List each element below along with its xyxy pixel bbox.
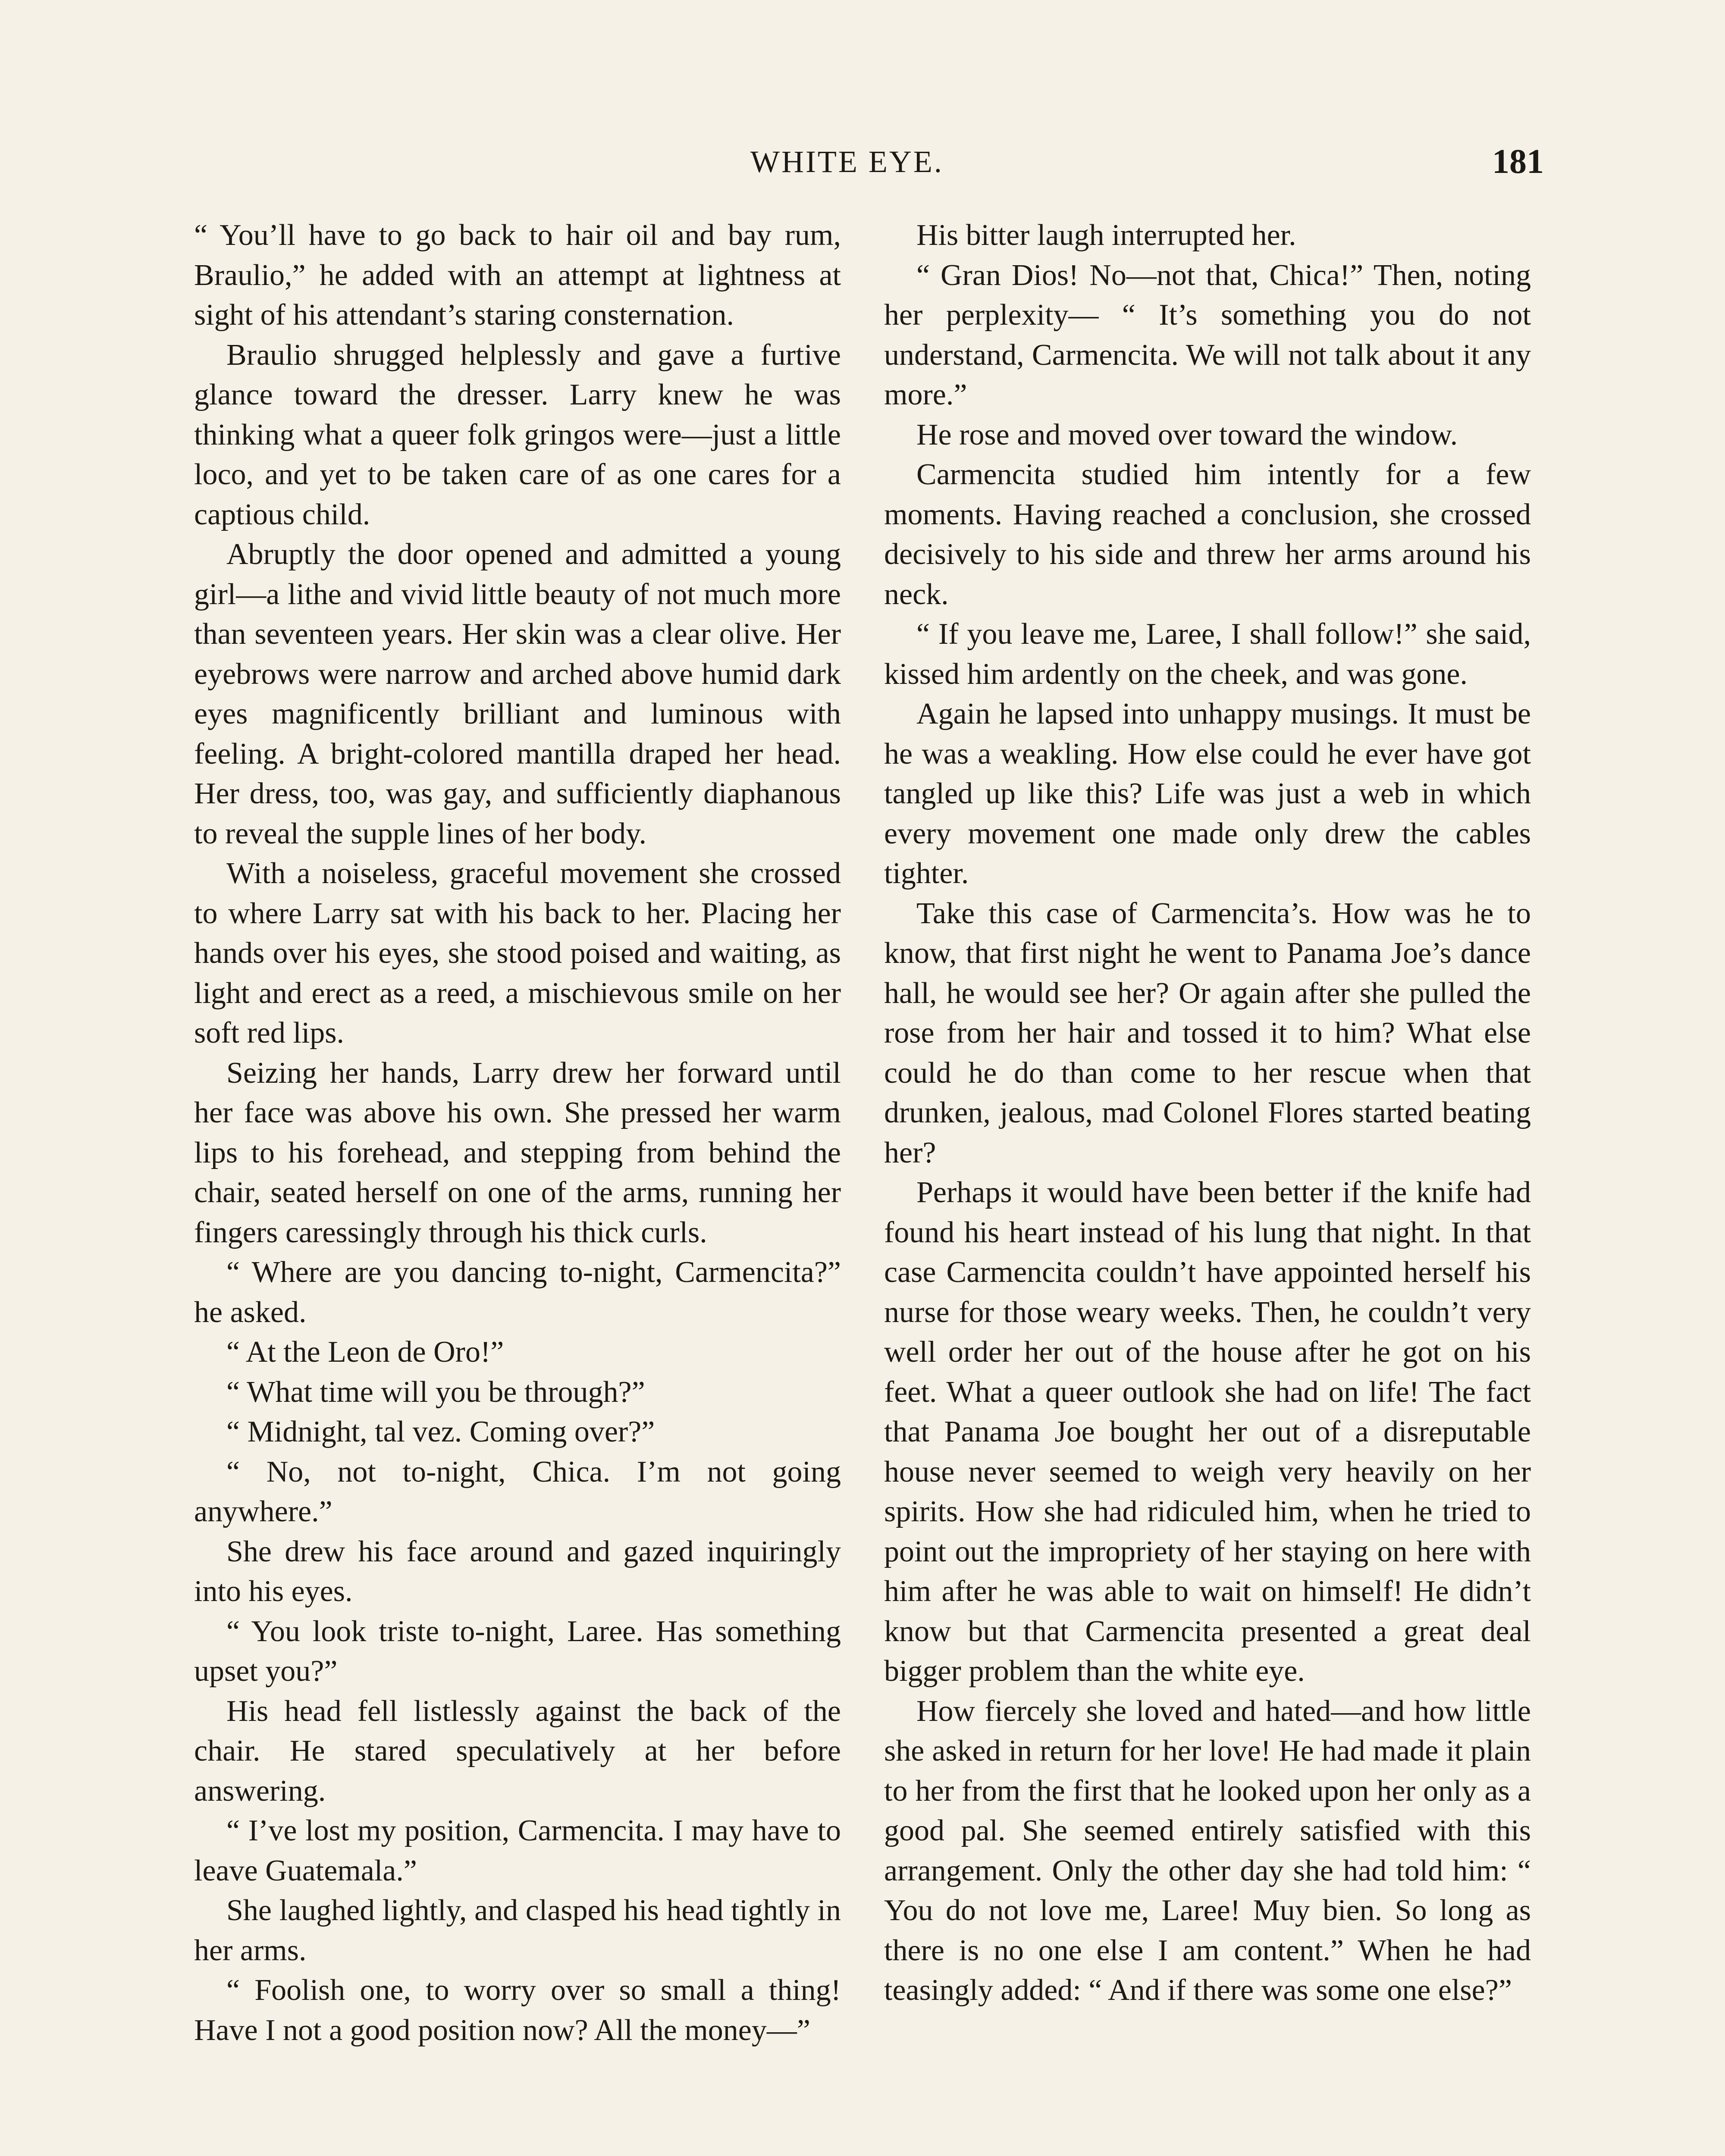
paragraph: “ Gran Dios! No—not that, Chica!” Then, noting her perplexity— “ It’s something you do not understand, Carmencita. We will not talk about it any more.” — [884, 258, 1531, 411]
paragraph: “ If you leave me, Laree, I shall follow!” she said, kissed him ardently on the cheek, and was gone. — [884, 617, 1531, 691]
page-header — [181, 138, 1544, 198]
left-column — [194, 216, 841, 2050]
paragraph: She drew his face around and gazed inquiringly into his eyes. — [194, 1535, 841, 1608]
paragraph: She laughed lightly, and clasped his head tightly in her arms. — [194, 1894, 841, 1967]
paragraph: “ What time will you be through?” — [226, 1375, 645, 1409]
paragraph: With a noiseless, graceful movement she crossed to where Larry sat with his back to her. Placing her hands over his eyes, she stood poised and waiting, as light and erect as a reed, a mischievous smile on her soft red lips. — [194, 857, 841, 1050]
paragraph: Again he lapsed into unhappy musings. It must be he was a weakling. How else could he ever have got tangled up like this? Life was just a web in which every movement one made only drew the cables tighter. — [884, 697, 1531, 890]
paragraph: Carmencita studied him intently for a few moments. Having reached a conclusion, she crossed decisively to his side and threw her arms around his neck. — [884, 458, 1531, 611]
paragraph: “ You look triste to-night, Laree. Has something upset you?” — [194, 1614, 841, 1688]
paragraph: “ Where are you dancing to-night, Carmencita?” he asked. — [194, 1256, 841, 1329]
paragraph: “ Midnight, tal vez. Coming over?” — [226, 1415, 655, 1448]
paragraph: He rose and moved over toward the window. — [916, 418, 1458, 451]
paragraph: “ At the Leon de Oro!” — [226, 1335, 504, 1369]
paragraph: “ Foolish one, to worry over so small a thing! Have I not a good position now? All the money—” — [194, 1974, 841, 2047]
paragraph: “ I’ve lost my position, Carmencita. I may have to leave Guatemala.” — [194, 1814, 841, 1887]
paragraph: Abruptly the door opened and admitted a young girl—a lithe and vivid little beauty of not much more than seventeen years. Her skin was a clear olive. Her eyebrows were narrow and arched above humid dark eyes magnificently brilliant and luminous with feeling. A bright-colored mantilla draped her head. Her dress, too, was gay, and sufficiently diaphanous to reveal the supple lines of her body. — [194, 538, 841, 850]
paragraph: “ You’ll have to go back to hair oil and bay rum, Braulio,” he added with an attempt at lightness at sight of his attendant’s staring consternation. — [194, 219, 841, 332]
paragraph: Take this case of Carmencita’s. How was he to know, that first night he went to Panama Joe’s dance hall, he would see her? Or again after she pulled the rose from her hair and tossed it to him? What else could he do than come to her rescue when that drunken, jealous, mad Colonel Flores started beating her? — [884, 896, 1531, 1169]
paragraph: “ No, not to-night, Chica. I’m not going anywhere.” — [194, 1455, 841, 1528]
paragraph: Seizing her hands, Larry drew her forward until her face was above his own. She pressed her warm lips to his forehead, and stepping from behind the chair, seated herself on one of the arms, running her fingers caressingly through his thick curls. — [194, 1056, 841, 1249]
page-number: 181 — [1492, 143, 1544, 181]
right-column — [884, 216, 1531, 2011]
paragraph: His bitter laugh interrupted her. — [916, 219, 1296, 252]
paragraph: Braulio shrugged helplessly and gave a furtive glance toward the dresser. Larry knew he was thinking what a queer folk gringos were—just a little loco, and yet to be taken care of as one cares for a captious child. — [194, 338, 841, 531]
paragraph: His head fell listlessly against the back of the chair. He stared speculatively at her before answering. — [194, 1694, 841, 1808]
paragraph: How fiercely she loved and hated—and how little she asked in return for her love! He had made it plain to her from the first that he looked upon her only as a good pal. She seemed entirely satisfied with this arrangement. Only the other day she had told him: “ You do not love me, Laree! Muy bien. So long as there is no one else I am content.” When he had teasingly added: “ And if there was some one else?” — [884, 1694, 1531, 2007]
paragraph: Perhaps it would have been better if the knife had found his heart instead of his lung that night. In that case Carmencita couldn’t have appointed herself his nurse for those weary weeks. Then, he couldn’t very well order her out of the house after he got on his feet. What a queer outlook she had on life! The fact that Panama Joe bought her out of a disreputable house never seemed to weigh very heavily on her spirits. How she had ridiculed him, when he tried to point out the impropriety of her staying on here with him after he was able to wait on himself! He didn’t know but that Carmencita presented a great deal bigger problem than the white eye. — [884, 1176, 1531, 1688]
running-title: WHITE EYE. — [750, 144, 944, 179]
